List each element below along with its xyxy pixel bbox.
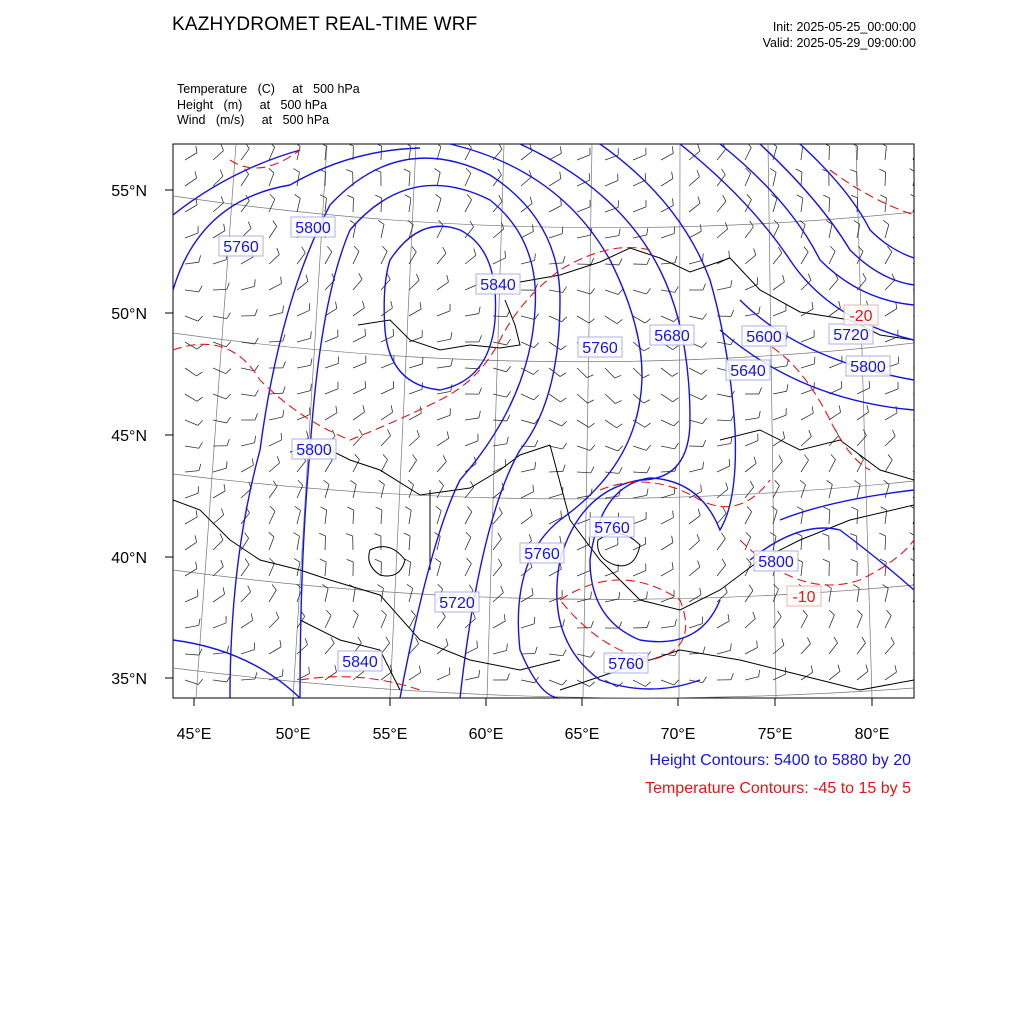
lon-label: 65°E: [564, 726, 600, 743]
wind-barb-flag: [914, 480, 919, 485]
height-label: 5760: [524, 546, 560, 563]
lon-label: 45°E: [176, 726, 212, 743]
height-label: 5760: [223, 239, 259, 256]
height-label: 5720: [439, 595, 475, 612]
height-label: 5800: [295, 220, 331, 237]
wind-barb-flag: [422, 357, 423, 364]
wind-barb: [353, 198, 354, 212]
wind-barb-flag: [922, 275, 924, 282]
lat-label: 50°N: [111, 306, 147, 323]
height-label: 5720: [833, 327, 869, 344]
field-wind: Wind (m/s) at 500 hPa: [177, 113, 330, 127]
wind-barb-flag: [917, 611, 921, 617]
wind-barb-flag: [927, 384, 928, 391]
field-height: Height (m) at 500 hPa: [177, 97, 328, 112]
wind-barb: [913, 438, 924, 446]
height-label: 5840: [480, 277, 516, 294]
valid-time: Valid: 2025-05-29_09:00:00: [762, 36, 916, 50]
height-label: 5800: [758, 554, 794, 571]
wind-barb-flag: [925, 667, 926, 674]
lat-label: 55°N: [111, 183, 147, 200]
wind-barb-flag: [365, 381, 366, 388]
lon-label: 80°E: [854, 726, 890, 743]
lon-label: 60°E: [468, 726, 504, 743]
height-label: 5760: [594, 520, 630, 537]
wind-barb: [381, 146, 382, 160]
map-title: KAZHYDROMET REAL-TIME WRF: [172, 14, 478, 35]
wind-barb: [829, 146, 830, 160]
lon-label: 75°E: [757, 726, 793, 743]
wind-barb-flag: [393, 329, 394, 336]
wind-barb: [913, 339, 927, 342]
wind-barb: [913, 281, 924, 290]
height-label: 5840: [342, 654, 378, 671]
lon-label: 55°E: [372, 726, 408, 743]
lat-label: 45°N: [111, 428, 147, 445]
wind-barb-flag: [927, 359, 928, 366]
wind-barb-flag: [923, 431, 925, 438]
height-legend: Height Contours: 5400 to 5880 by 20: [649, 752, 911, 769]
temperature-label: -10: [792, 589, 816, 606]
height-label: 5680: [654, 328, 690, 345]
lon-label: 50°E: [275, 726, 311, 743]
wind-barb-flag: [281, 433, 282, 440]
wind-barb: [913, 310, 926, 316]
wind-barb-flag: [927, 332, 928, 339]
height-label: 5760: [608, 656, 644, 673]
lat-label: 35°N: [111, 671, 147, 688]
lon-label: 70°E: [660, 726, 696, 743]
height-label: 5800: [850, 359, 886, 376]
init-time: Init: 2025-05-25_00:00:00: [772, 20, 916, 34]
height-label: 5600: [746, 329, 782, 346]
wind-barb: [913, 645, 924, 654]
temperature-legend: Temperature Contours: -45 to 15 by 5: [645, 780, 911, 797]
temperature-label: -20: [849, 308, 873, 325]
wind-barb-flag: [869, 381, 870, 388]
lat-label: 40°N: [111, 550, 147, 567]
wind-barb-flag: [921, 638, 923, 645]
height-label: 5760: [582, 340, 618, 357]
height-label: 5640: [730, 363, 766, 380]
wind-barb: [913, 415, 926, 420]
wind-barb: [325, 172, 326, 186]
wind-barb-flag: [918, 455, 921, 461]
wind-barb: [913, 365, 927, 368]
field-temperature: Temperature (C) at 500 hPa: [177, 82, 360, 96]
longitude-axis: [177, 698, 890, 743]
wind-barb-flag: [918, 247, 922, 253]
latitude-axis: [111, 183, 173, 688]
wind-barb: [913, 674, 926, 680]
wind-barb: [913, 391, 927, 394]
height-label: 5800: [296, 442, 332, 459]
